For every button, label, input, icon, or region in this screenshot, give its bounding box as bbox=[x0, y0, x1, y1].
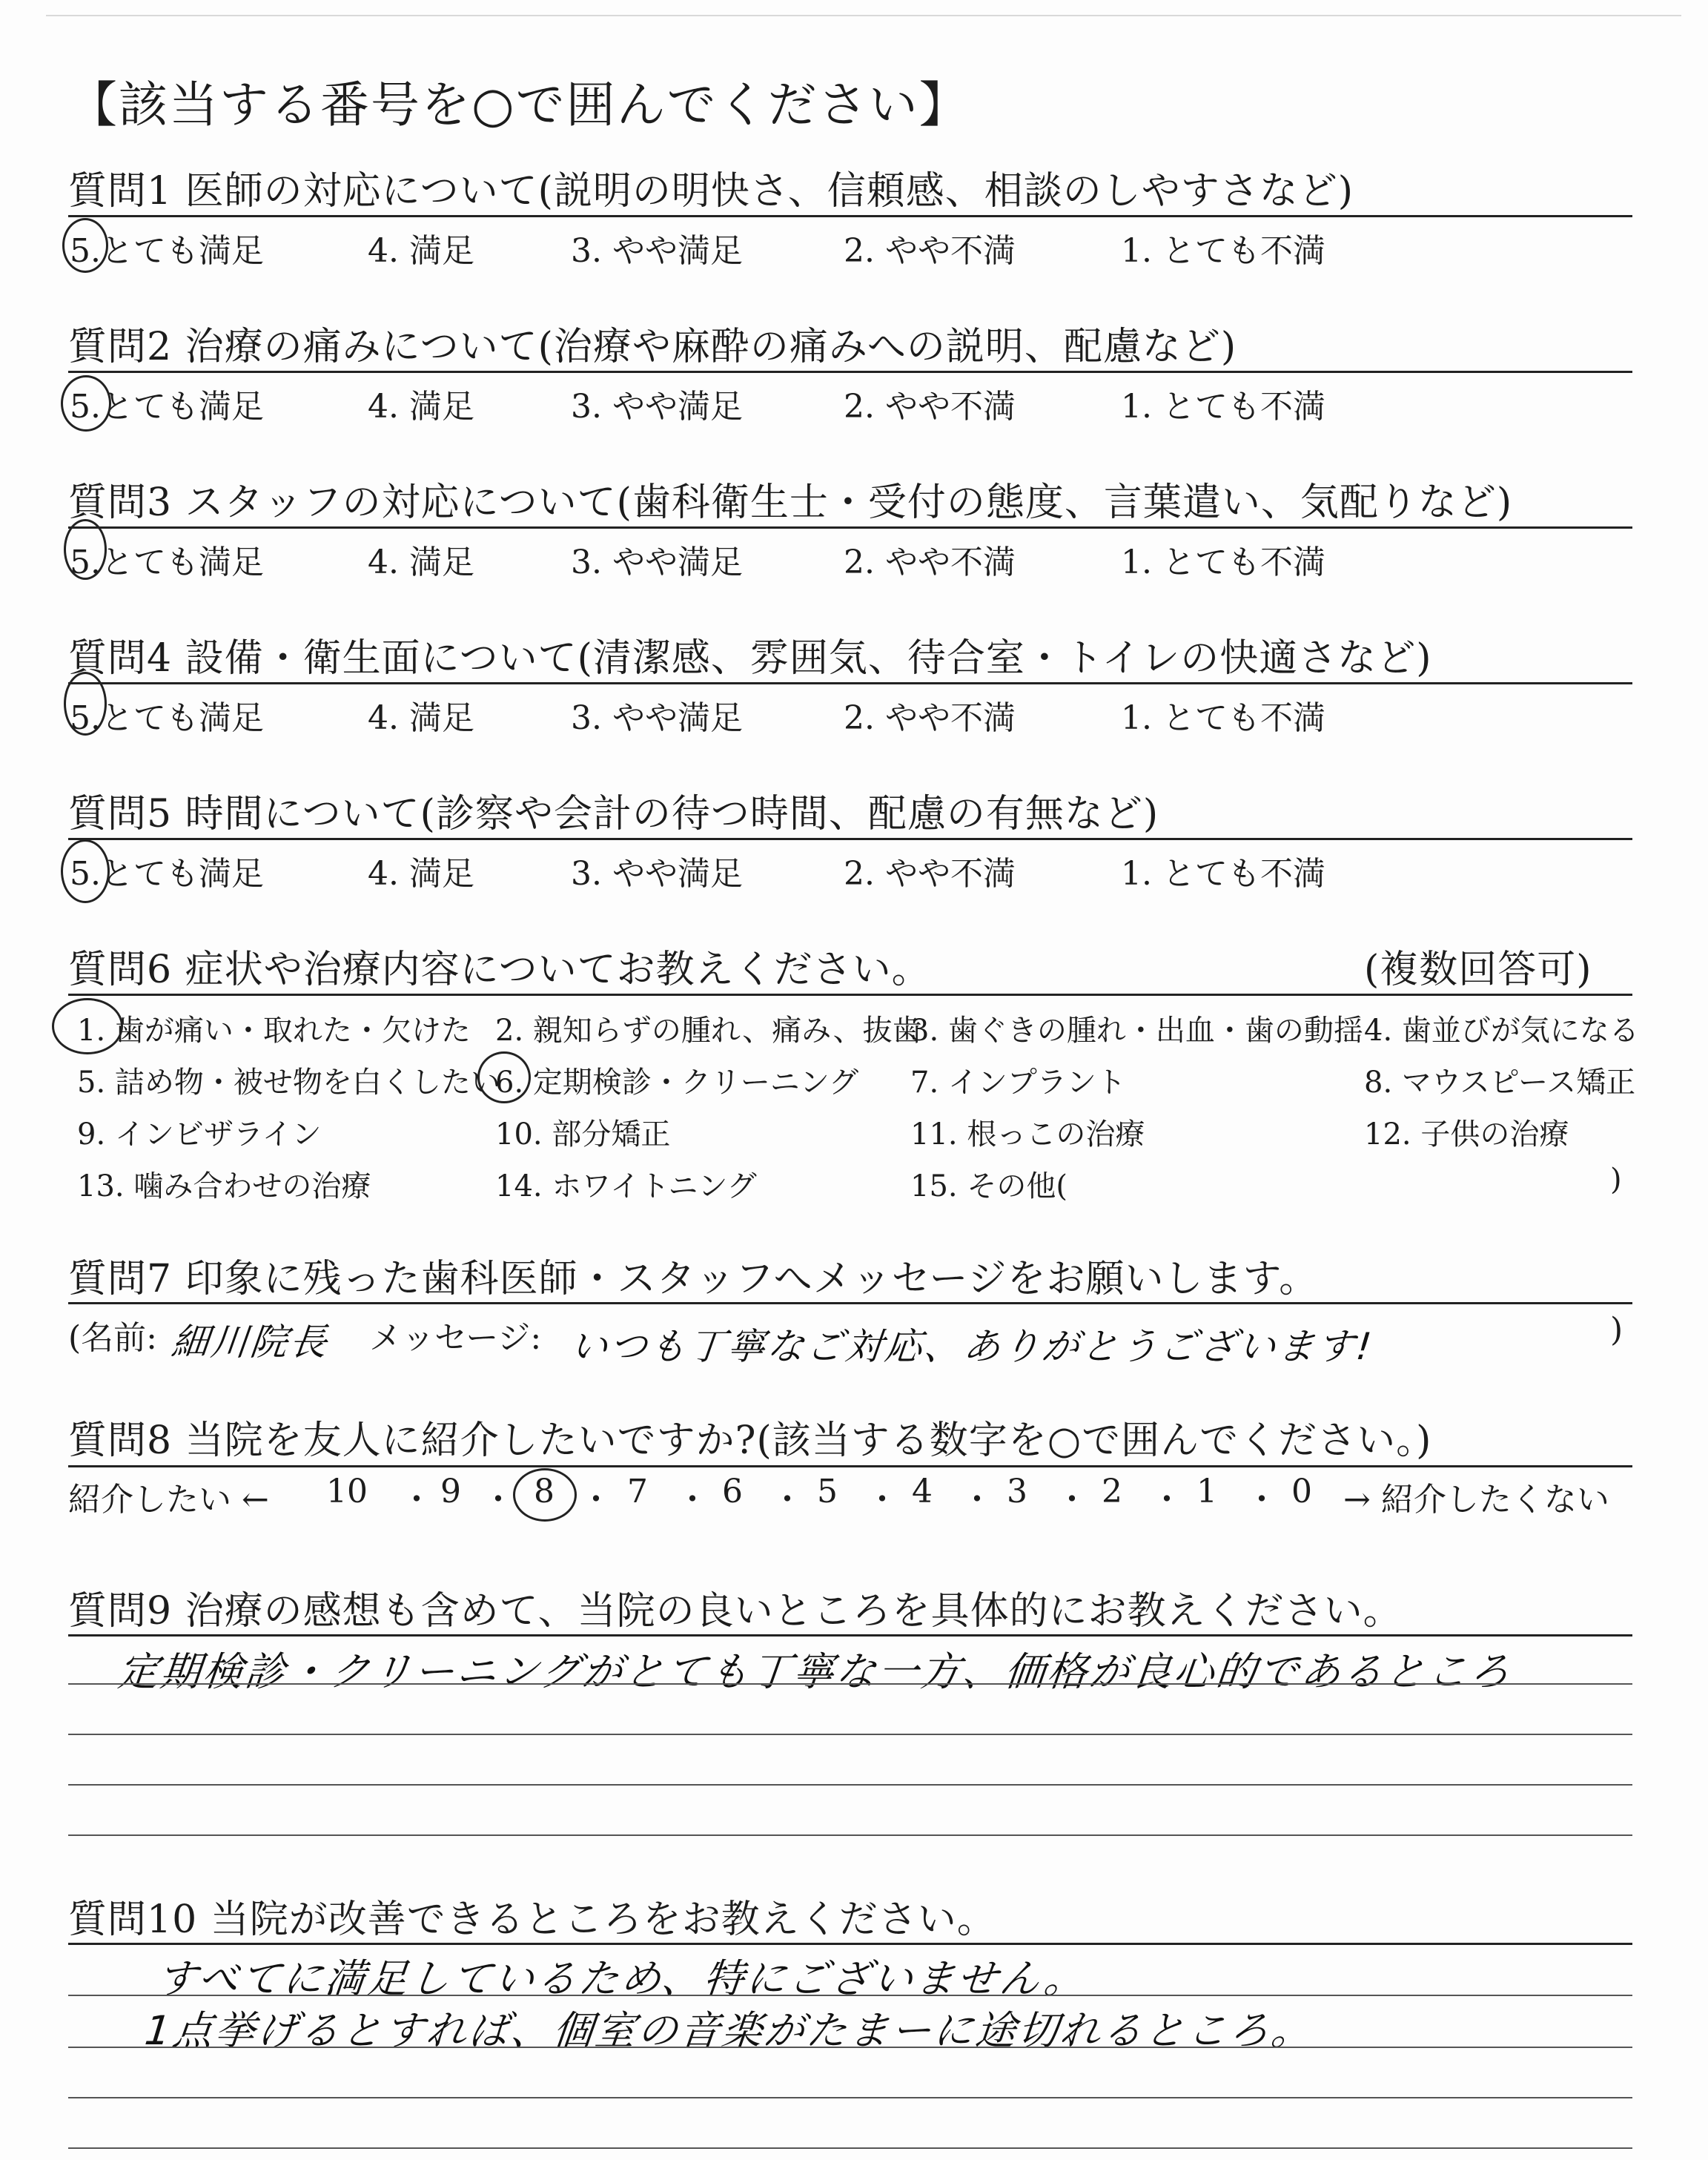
q6-option-8[interactable]: 8. マウスピース矯正 bbox=[1364, 1066, 1636, 1100]
q5-rule bbox=[68, 838, 1632, 840]
q1-option-3[interactable]: 3. やや満足 bbox=[571, 232, 743, 270]
q8-dot: ・ bbox=[866, 1481, 898, 1519]
q2-selected-circle bbox=[61, 375, 111, 432]
q6-option-11[interactable]: 11. 根っこの治療 bbox=[910, 1117, 1145, 1152]
q8-scale-7[interactable]: 7 bbox=[627, 1473, 648, 1510]
q6-option-15[interactable]: 15. その他( bbox=[910, 1169, 1068, 1203]
q4-option-3[interactable]: 3. やや満足 bbox=[571, 699, 743, 737]
q2-option-2[interactable]: 2. やや不満 bbox=[844, 388, 1016, 426]
q6-selected-circle-1 bbox=[52, 998, 123, 1054]
page-heading: 【該当する番号を○で囲んでください】 bbox=[68, 76, 970, 133]
q7-rule bbox=[68, 1302, 1632, 1304]
q5-title: 質問5 時間について(診察や会計の待つ時間、配慮の有無など) bbox=[68, 792, 1159, 836]
q8-title: 質問8 当院を友人に紹介したいですか?(該当する数字を○で囲んでください。) bbox=[68, 1418, 1432, 1463]
q5-option-2[interactable]: 2. やや不満 bbox=[844, 855, 1016, 893]
q8-scale-4[interactable]: 4 bbox=[912, 1473, 933, 1510]
q9-title: 質問9 治療の感想も含めて、当院の良いところを具体的にお教えください。 bbox=[68, 1589, 1403, 1634]
q6-option-7[interactable]: 7. インプラント bbox=[910, 1066, 1126, 1100]
q6-option-2[interactable]: 2. 親知らずの腫れ、痛み、抜歯 bbox=[495, 1014, 922, 1048]
q9-rule bbox=[68, 1634, 1632, 1636]
q7-close-paren: ) bbox=[1610, 1311, 1623, 1349]
q8-scale-2[interactable]: 2 bbox=[1102, 1473, 1122, 1510]
q8-dot: ・ bbox=[1245, 1481, 1278, 1519]
q8-scale-9[interactable]: 9 bbox=[440, 1473, 461, 1510]
q3-rule bbox=[68, 526, 1632, 529]
q6-option-14[interactable]: 14. ホワイトニング bbox=[495, 1169, 757, 1203]
q3-title: 質問3 スタッフの対応について(歯科衛生士・受付の態度、言葉遣い、気配りなど) bbox=[68, 480, 1513, 525]
q8-rule bbox=[68, 1465, 1632, 1467]
q6-option-9[interactable]: 9. インビザライン bbox=[77, 1117, 322, 1152]
q10-rule bbox=[68, 1943, 1632, 1945]
q6-option-12[interactable]: 12. 子供の治療 bbox=[1364, 1117, 1569, 1152]
q7-name-value[interactable]: 細川院長 bbox=[169, 1321, 331, 1364]
q1-option-4[interactable]: 4. 満足 bbox=[368, 232, 474, 270]
q3-option-1[interactable]: 1. とても不満 bbox=[1121, 544, 1325, 581]
q6-option-10[interactable]: 10. 部分矯正 bbox=[495, 1117, 671, 1152]
q8-left-label: 紹介したい ← bbox=[68, 1481, 269, 1519]
q2-option-4[interactable]: 4. 満足 bbox=[368, 388, 474, 426]
q8-dot: ・ bbox=[580, 1481, 612, 1519]
q8-scale-5[interactable]: 5 bbox=[817, 1473, 838, 1510]
q7-message-label: メッセージ: bbox=[369, 1319, 542, 1357]
q1-option-5[interactable]: 5.とても満足 bbox=[70, 232, 264, 270]
q8-selected-circle bbox=[513, 1468, 577, 1522]
q8-dot: ・ bbox=[961, 1481, 993, 1519]
q4-rule bbox=[68, 682, 1632, 684]
q9-answer-line bbox=[68, 1784, 1632, 1786]
q6-selected-circle-6 bbox=[477, 1051, 531, 1103]
q10-answer-line-2[interactable]: 1点挙げるとすれば、個室の音楽がたまーに途切れるところ。 bbox=[142, 2007, 1317, 2054]
q10-answer-line bbox=[68, 2097, 1632, 2098]
q2-option-3[interactable]: 3. やや満足 bbox=[571, 388, 743, 426]
q8-dot: ・ bbox=[1056, 1481, 1088, 1519]
q8-scale-1[interactable]: 1 bbox=[1196, 1473, 1217, 1510]
q8-dot: ・ bbox=[482, 1481, 514, 1519]
q8-scale-0[interactable]: 0 bbox=[1291, 1473, 1312, 1510]
q9-answer-line bbox=[68, 1834, 1632, 1836]
q4-option-5[interactable]: 5.とても満足 bbox=[70, 699, 264, 737]
q1-option-1[interactable]: 1. とても不満 bbox=[1121, 232, 1325, 270]
q7-message-value[interactable]: いつも丁寧なご対応、ありがとうございます! bbox=[568, 1325, 1376, 1368]
q6-option-6[interactable]: 6. 定期検診・クリーニング bbox=[495, 1066, 859, 1100]
q6-other-close-paren: ) bbox=[1610, 1163, 1622, 1197]
q8-scale-6[interactable]: 6 bbox=[722, 1473, 743, 1510]
q2-title: 質問2 治療の痛みについて(治療や麻酔の痛みへの説明、配慮など) bbox=[68, 325, 1237, 369]
q7-title: 質問7 印象に残った歯科医師・スタッフへメッセージをお願いします。 bbox=[68, 1257, 1319, 1301]
q8-right-label: → 紹介したくない bbox=[1343, 1481, 1609, 1519]
q3-option-5[interactable]: 5.とても満足 bbox=[70, 544, 264, 581]
q8-scale-10[interactable]: 10 bbox=[326, 1473, 368, 1510]
q1-option-2[interactable]: 2. やや不満 bbox=[844, 232, 1016, 270]
q9-answer[interactable]: 定期検診・クリーニングがとても丁寧な一方、価格が良心的であるところ bbox=[116, 1648, 1515, 1695]
q6-option-13[interactable]: 13. 噛み合わせの治療 bbox=[77, 1169, 371, 1203]
q10-answer-line-1[interactable]: すべてに満足しているため、特にございません。 bbox=[154, 1955, 1089, 2002]
q3-option-2[interactable]: 2. やや不満 bbox=[844, 544, 1016, 581]
q3-selected-circle bbox=[64, 519, 107, 580]
q5-option-1[interactable]: 1. とても不満 bbox=[1121, 855, 1325, 893]
q4-option-1[interactable]: 1. とても不満 bbox=[1121, 699, 1325, 737]
q4-title: 質問4 設備・衛生面について(清潔感、雰囲気、待合室・トイレの快適さなど) bbox=[68, 636, 1432, 681]
q4-option-2[interactable]: 2. やや不満 bbox=[844, 699, 1016, 737]
q3-option-3[interactable]: 3. やや満足 bbox=[571, 544, 743, 581]
q9-answer-line bbox=[68, 1683, 1632, 1685]
q2-option-5[interactable]: 5.とても満足 bbox=[70, 388, 264, 426]
q6-option-1[interactable]: 1. 歯が痛い・取れた・欠けた bbox=[77, 1014, 471, 1048]
q6-option-4[interactable]: 4. 歯並びが気になる bbox=[1364, 1014, 1639, 1048]
q8-scale-3[interactable]: 3 bbox=[1007, 1473, 1027, 1510]
q3-option-4[interactable]: 4. 満足 bbox=[368, 544, 474, 581]
q1-rule bbox=[68, 215, 1632, 217]
q6-note: (複数回答可) bbox=[1364, 948, 1592, 992]
q2-rule bbox=[68, 371, 1632, 373]
q6-rule bbox=[68, 994, 1632, 996]
q1-selected-circle bbox=[62, 218, 108, 273]
q5-option-5[interactable]: 5.とても満足 bbox=[70, 855, 264, 893]
q4-selected-circle bbox=[64, 672, 107, 736]
q5-selected-circle bbox=[61, 839, 110, 903]
q2-option-1[interactable]: 1. とても不満 bbox=[1121, 388, 1325, 426]
page-top-edge bbox=[46, 15, 1681, 16]
q4-option-4[interactable]: 4. 満足 bbox=[368, 699, 474, 737]
q6-option-5[interactable]: 5. 詰め物・被せ物を白くしたい bbox=[77, 1066, 500, 1100]
q8-dot: ・ bbox=[400, 1481, 433, 1519]
q10-answer-line bbox=[68, 2147, 1632, 2149]
q6-option-3[interactable]: 3. 歯ぐきの腫れ・出血・歯の動揺 bbox=[910, 1014, 1363, 1048]
q5-option-3[interactable]: 3. やや満足 bbox=[571, 855, 743, 893]
q10-answer-line bbox=[68, 1995, 1632, 1996]
q10-answer-line bbox=[68, 2047, 1632, 2048]
q8-dot: ・ bbox=[676, 1481, 709, 1519]
q10-title: 質問10 当院が改善できるところをお教えください。 bbox=[68, 1898, 996, 1942]
q8-dot: ・ bbox=[1151, 1481, 1183, 1519]
q6-title: 質問6 症状や治療内容についてお教えください。 bbox=[68, 948, 931, 992]
q8-dot: ・ bbox=[771, 1481, 804, 1519]
q9-answer-line bbox=[68, 1734, 1632, 1735]
q7-name-label: (名前: bbox=[68, 1319, 157, 1357]
q8-scale-8[interactable]: 8 bbox=[534, 1473, 555, 1510]
q5-option-4[interactable]: 4. 満足 bbox=[368, 855, 474, 893]
q1-title: 質問1 医師の対応について(説明の明快さ、信頼感、相談のしやすさなど) bbox=[68, 169, 1354, 214]
